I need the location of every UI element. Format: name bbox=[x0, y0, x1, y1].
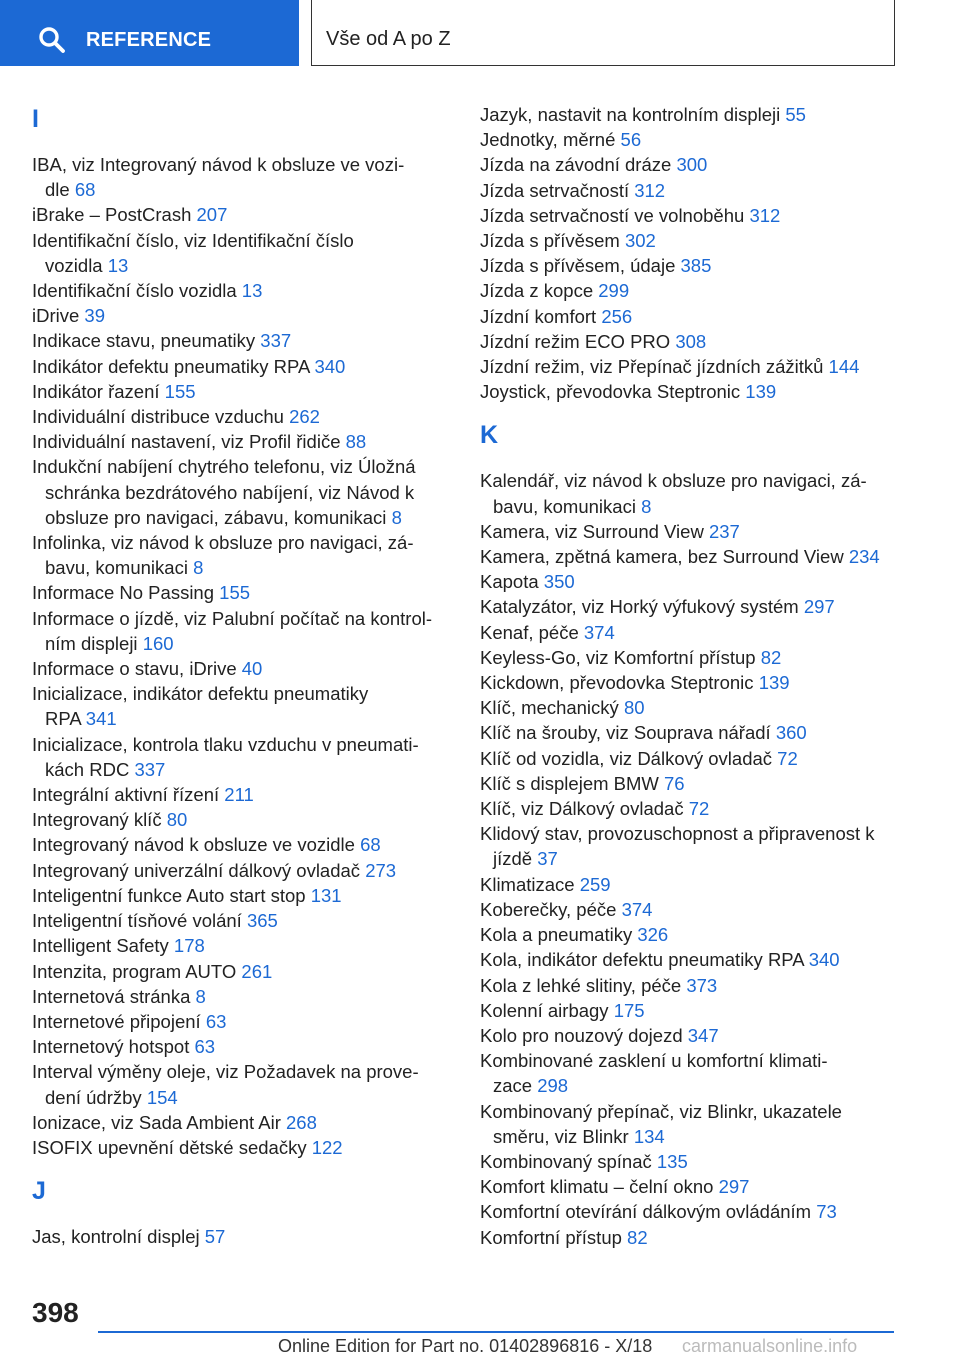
index-entry bbox=[480, 771, 900, 796]
entry-text: Komfortní otevírání dálkovým ovládáním bbox=[480, 1201, 812, 1223]
index-entry bbox=[480, 1048, 900, 1098]
page-link[interactable]: 63 bbox=[205, 1010, 227, 1032]
page-link[interactable]: 154 bbox=[146, 1086, 178, 1108]
entry-text: Jízda setrvačností bbox=[480, 179, 630, 201]
index-entry bbox=[32, 303, 442, 328]
entry-text: Katalyzátor, viz Horký výfukový systém bbox=[480, 596, 799, 618]
page-link[interactable]: 68 bbox=[74, 179, 96, 201]
page-link[interactable]: 40 bbox=[241, 658, 263, 680]
index-entry bbox=[480, 746, 900, 771]
page-link[interactable]: 312 bbox=[749, 204, 781, 226]
index-column-left bbox=[32, 102, 442, 1249]
page-link[interactable]: 72 bbox=[688, 798, 710, 820]
page-link[interactable]: 312 bbox=[634, 179, 666, 201]
page-link[interactable]: 122 bbox=[311, 1136, 343, 1158]
index-entry bbox=[32, 580, 442, 605]
entry-text: Kolenní airbagy bbox=[480, 999, 609, 1021]
page-link[interactable]: 374 bbox=[583, 621, 615, 643]
page-link[interactable]: 8 bbox=[391, 506, 402, 528]
index-entry bbox=[480, 1225, 900, 1250]
entry-text: Kalendář, viz návod k obsluze pro navigaci, zá- bbox=[480, 470, 867, 492]
page-link[interactable]: 347 bbox=[687, 1024, 719, 1046]
entry-text: Integrovaný klíč bbox=[32, 809, 162, 831]
page-link[interactable]: 340 bbox=[808, 949, 840, 971]
page-link[interactable]: 234 bbox=[848, 546, 880, 568]
index-entry bbox=[480, 278, 900, 303]
entry-text: Kola z lehké slitiny, péče bbox=[480, 974, 682, 996]
index-entry bbox=[480, 973, 900, 998]
index-entry bbox=[32, 1059, 442, 1109]
page-link[interactable]: 88 bbox=[345, 431, 367, 453]
page-link[interactable]: 63 bbox=[194, 1036, 216, 1058]
index-entry bbox=[480, 304, 900, 329]
index-entry bbox=[32, 354, 442, 379]
index-entry bbox=[480, 720, 900, 745]
page-link[interactable]: 273 bbox=[365, 859, 397, 881]
page-link[interactable]: 82 bbox=[627, 1226, 648, 1248]
search-icon bbox=[38, 26, 66, 54]
index-entry bbox=[480, 620, 900, 645]
index-entry bbox=[32, 379, 442, 404]
footer-divider bbox=[98, 1331, 894, 1333]
index-entry bbox=[480, 947, 900, 972]
section-letter: I bbox=[32, 105, 39, 133]
entry-text: Jízda na závodní dráze bbox=[480, 154, 672, 176]
page-link[interactable]: 360 bbox=[775, 722, 807, 744]
index-entry bbox=[480, 519, 900, 544]
index-entry bbox=[32, 1224, 442, 1249]
page-link[interactable]: 302 bbox=[624, 230, 656, 252]
entry-text: Klidový stav, provozuschopnost a připravenost k bbox=[480, 823, 875, 845]
index-entry bbox=[480, 594, 900, 619]
entry-text: ním displeji bbox=[45, 632, 138, 654]
section-title-box bbox=[311, 0, 895, 66]
entry-text: Informace o stavu, iDrive bbox=[32, 658, 237, 680]
index-entry bbox=[32, 656, 442, 681]
page-link[interactable]: 160 bbox=[142, 632, 174, 654]
page-link[interactable]: 13 bbox=[107, 254, 129, 276]
entry-text: schránka bezdrátového nabíjení, viz Návod k bbox=[45, 481, 415, 503]
entry-text: Jízda s přívěsem bbox=[480, 230, 620, 252]
index-entry bbox=[32, 858, 442, 883]
page-link[interactable]: 340 bbox=[314, 355, 346, 377]
entry-text: Individuální distribuce vzduchu bbox=[32, 406, 284, 428]
index-entry bbox=[32, 454, 442, 530]
index-entry bbox=[480, 821, 900, 871]
index-entry bbox=[480, 253, 900, 278]
index-entry bbox=[480, 695, 900, 720]
index-entry bbox=[32, 732, 442, 782]
page-link[interactable]: 298 bbox=[537, 1075, 569, 1097]
page-link[interactable]: 135 bbox=[656, 1150, 688, 1172]
page-link[interactable]: 297 bbox=[718, 1176, 750, 1198]
entry-text: Klíč, viz Dálkový ovladač bbox=[480, 798, 684, 820]
entry-text: Identifikační číslo vozidla bbox=[32, 280, 237, 302]
page-link[interactable]: 80 bbox=[166, 809, 188, 831]
entry-text: Kombinovaný přepínač, viz Blinkr, ukazatele bbox=[480, 1100, 842, 1122]
entry-text: Klíč, mechanický bbox=[480, 697, 619, 719]
page-link[interactable]: 134 bbox=[633, 1125, 665, 1147]
index-entry bbox=[480, 468, 900, 518]
page-link[interactable]: 262 bbox=[289, 406, 320, 428]
index-entry bbox=[32, 782, 442, 807]
entry-text: RPA bbox=[45, 708, 81, 730]
index-entry bbox=[480, 645, 900, 670]
index-column-right bbox=[480, 102, 900, 1250]
index-entry bbox=[32, 984, 442, 1009]
page-link[interactable]: 385 bbox=[680, 255, 712, 277]
entry-text: Jas, kontrolní displej bbox=[32, 1226, 200, 1248]
index-entry bbox=[480, 354, 900, 379]
page-link[interactable]: 13 bbox=[241, 280, 263, 302]
page-header bbox=[0, 0, 960, 68]
index-entry bbox=[480, 379, 900, 404]
page-link[interactable]: 39 bbox=[84, 305, 105, 327]
entry-text: Internetový hotspot bbox=[32, 1036, 190, 1058]
entry-text: Klíč od vozidla, viz Dálkový ovladač bbox=[480, 747, 773, 769]
entry-text: dení údržby bbox=[45, 1086, 142, 1108]
entry-text: iDrive bbox=[32, 305, 80, 327]
entry-text: Klimatizace bbox=[480, 873, 575, 895]
entry-text: Internetová stránka bbox=[32, 985, 191, 1007]
entry-text: kách RDC bbox=[45, 758, 130, 780]
entry-text: Jízda setrvačností ve volnoběhu bbox=[480, 204, 745, 226]
section-letter: K bbox=[480, 421, 499, 450]
page-link[interactable]: 57 bbox=[204, 1226, 226, 1248]
entry-text: Komfortní přístup bbox=[480, 1226, 622, 1248]
reference-tab-label: REFERENCE bbox=[86, 29, 212, 51]
index-entry bbox=[480, 872, 900, 897]
entry-text: Kickdown, převodovka Steptronic bbox=[480, 672, 754, 694]
index-entry bbox=[32, 278, 442, 303]
page-link[interactable]: 139 bbox=[758, 672, 790, 694]
index-entry bbox=[480, 922, 900, 947]
page-link[interactable]: 259 bbox=[579, 873, 611, 895]
index-entry bbox=[480, 569, 900, 594]
index-entry bbox=[480, 998, 900, 1023]
page-link[interactable]: 373 bbox=[686, 974, 718, 996]
entry-text: Infolinka, viz návod k obsluze pro navigaci, zá- bbox=[32, 532, 414, 554]
index-entry bbox=[480, 670, 900, 695]
page-link[interactable]: 76 bbox=[664, 772, 685, 794]
index-entry bbox=[32, 959, 442, 984]
entry-text: Interval výměny oleje, viz Požadavek na prove- bbox=[32, 1061, 419, 1083]
entry-text: Koberečky, péče bbox=[480, 898, 617, 920]
entry-text: Inteligentní funkce Auto start stop bbox=[32, 884, 306, 906]
index-entry bbox=[32, 530, 442, 580]
index-entry bbox=[480, 127, 900, 152]
page-link[interactable]: 365 bbox=[246, 910, 278, 932]
entry-text: Integrovaný návod k obsluze ve vozidle bbox=[32, 834, 355, 856]
index-entry bbox=[480, 178, 900, 203]
page-link[interactable]: 337 bbox=[134, 758, 166, 780]
entry-text: Indikátor defektu pneumatiky RPA bbox=[32, 355, 310, 377]
index-entry bbox=[480, 329, 900, 354]
entry-text: Joystick, převodovka Steptronic bbox=[480, 381, 741, 403]
index-entry bbox=[480, 1174, 900, 1199]
index-entry bbox=[32, 429, 442, 454]
index-entry bbox=[32, 1034, 442, 1059]
page-link[interactable]: 207 bbox=[196, 204, 228, 226]
entry-text: Informace No Passing bbox=[32, 582, 215, 604]
entry-text: Intelligent Safety bbox=[32, 935, 169, 957]
index-entry bbox=[480, 897, 900, 922]
page-link[interactable]: 337 bbox=[260, 330, 292, 352]
entry-text: Individuální nastavení, viz Profil řidiče bbox=[32, 431, 341, 453]
index-entry bbox=[480, 1023, 900, 1048]
entry-text: Kenaf, péče bbox=[480, 621, 579, 643]
index-entry bbox=[32, 152, 442, 202]
page-link[interactable]: 80 bbox=[623, 697, 645, 719]
index-entry bbox=[32, 883, 442, 908]
index-entry bbox=[32, 908, 442, 933]
entry-text: Klíč s displejem BMW bbox=[480, 772, 659, 794]
entry-text: Keyless-Go, viz Komfortní přístup bbox=[480, 646, 756, 668]
index-entry bbox=[32, 606, 442, 656]
entry-text: Informace o jízdě, viz Palubní počítač na kontrol- bbox=[32, 607, 433, 629]
entry-text: Indikátor řazení bbox=[32, 380, 160, 402]
page-link[interactable]: 37 bbox=[537, 848, 558, 870]
page-link[interactable]: 56 bbox=[620, 129, 642, 151]
entry-text: ISOFIX upevnění dětské sedačky bbox=[32, 1136, 307, 1158]
entry-text: Komfort klimatu – čelní okno bbox=[480, 1176, 714, 1198]
entry-text: Kombinované zasklení u komfortní klimati- bbox=[480, 1050, 828, 1072]
page-link[interactable]: 211 bbox=[224, 784, 254, 806]
index-entry bbox=[32, 404, 442, 429]
entry-text: Internetové připojení bbox=[32, 1010, 201, 1032]
page-link[interactable]: 8 bbox=[641, 495, 652, 517]
entry-text: Indukční nabíjení chytrého telefonu, viz Úložná bbox=[32, 456, 416, 478]
entry-text: Integrální aktivní řízení bbox=[32, 784, 220, 806]
page-link[interactable]: 175 bbox=[613, 999, 645, 1021]
entry-text: Jízdní režim, viz Přepínač jízdních zážitků bbox=[480, 356, 824, 378]
index-entry bbox=[32, 1009, 442, 1034]
page-link[interactable]: 68 bbox=[360, 834, 381, 856]
entry-text: dle bbox=[45, 179, 70, 201]
index-entry bbox=[32, 328, 442, 353]
entry-text: Kola a pneumatiky bbox=[480, 924, 633, 946]
entry-text: bavu, komunikaci bbox=[45, 557, 188, 579]
entry-text: Kola, indikátor defektu pneumatiky RPA bbox=[480, 949, 804, 971]
page-link[interactable]: 82 bbox=[760, 646, 782, 668]
entry-text: Inicializace, kontrola tlaku vzduchu v pneumati- bbox=[32, 733, 419, 755]
entry-text: Kamera, viz Surround View bbox=[480, 520, 704, 542]
section-title: Vše od A po Z bbox=[326, 28, 451, 50]
entry-text: Jednotky, měrné bbox=[480, 129, 616, 151]
page-link[interactable]: 374 bbox=[621, 898, 653, 920]
entry-text: vozidla bbox=[45, 254, 103, 276]
entry-text: Kamera, zpětná kamera, bez Surround View bbox=[480, 546, 844, 568]
index-entry bbox=[32, 933, 442, 958]
page-link[interactable]: 237 bbox=[708, 520, 740, 542]
index-entry bbox=[32, 832, 442, 857]
page-link[interactable]: 300 bbox=[676, 154, 708, 176]
section-letter: J bbox=[32, 1177, 46, 1206]
entry-text: Indikace stavu, pneumatiky bbox=[32, 330, 256, 352]
page-link[interactable]: 155 bbox=[219, 582, 251, 604]
entry-text: Jazyk, nastavit na kontrolním displeji bbox=[480, 104, 781, 125]
page-link[interactable]: 297 bbox=[803, 596, 835, 618]
entry-text: iBrake – PostCrash bbox=[32, 204, 192, 226]
page-link[interactable]: 8 bbox=[195, 985, 206, 1007]
page-number: 398 bbox=[32, 1297, 79, 1328]
page-link[interactable]: 268 bbox=[286, 1111, 317, 1133]
page-link[interactable]: 55 bbox=[785, 104, 806, 125]
entry-text: obsluze pro navigaci, zábavu, komunikaci bbox=[45, 506, 387, 528]
index-entry bbox=[32, 681, 442, 731]
index-entry bbox=[32, 228, 442, 278]
index-entry bbox=[480, 796, 900, 821]
page-link[interactable]: 350 bbox=[543, 571, 575, 593]
page-link[interactable]: 144 bbox=[828, 356, 860, 378]
entry-text: Kombinovaný spínač bbox=[480, 1150, 652, 1172]
entry-text: Jízda z kopce bbox=[480, 280, 594, 302]
page-link[interactable]: 299 bbox=[598, 280, 630, 302]
edition-text: Online Edition for Part no. 01402896816 - X/18 bbox=[278, 1336, 653, 1356]
entry-text: Klíč na šrouby, viz Souprava nářadí bbox=[480, 722, 771, 744]
entry-text: Jízdní komfort bbox=[480, 305, 597, 327]
entry-text: směru, viz Blinkr bbox=[493, 1125, 629, 1147]
entry-text: jízdě bbox=[493, 848, 533, 870]
index-entry bbox=[480, 1099, 900, 1149]
page-link[interactable]: 178 bbox=[173, 935, 205, 957]
page-link[interactable]: 72 bbox=[777, 747, 798, 769]
entry-text: Ionizace, viz Sada Ambient Air bbox=[32, 1111, 281, 1133]
entry-text: Identifikační číslo, viz Identifikační číslo bbox=[32, 229, 354, 251]
page-link[interactable]: 261 bbox=[241, 960, 273, 982]
page-link[interactable]: 73 bbox=[816, 1201, 837, 1223]
page-link[interactable]: 256 bbox=[601, 305, 633, 327]
index-entry bbox=[32, 807, 442, 832]
index-entry bbox=[480, 228, 900, 253]
index-entry bbox=[32, 1135, 442, 1160]
page-link[interactable]: 139 bbox=[745, 381, 777, 403]
reference-tab[interactable] bbox=[0, 0, 299, 66]
page-link[interactable]: 308 bbox=[675, 330, 707, 352]
entry-text: Jízdní režim ECO PRO bbox=[480, 330, 671, 352]
index-entry bbox=[480, 544, 900, 569]
page-link[interactable]: 8 bbox=[193, 557, 204, 579]
index-entry bbox=[480, 102, 900, 127]
index-entry bbox=[480, 1199, 900, 1224]
entry-text: Kapota bbox=[480, 571, 539, 593]
index-entry bbox=[480, 203, 900, 228]
entry-text: Kolo pro nouzový dojezd bbox=[480, 1024, 683, 1046]
page-link[interactable]: 155 bbox=[164, 380, 196, 402]
index-entry bbox=[32, 1110, 442, 1135]
watermark: carmanualsonline.info bbox=[682, 1336, 858, 1356]
entry-text: Inteligentní tísňové volání bbox=[32, 910, 242, 932]
entry-text: Intenzita, program AUTO bbox=[32, 960, 237, 982]
entry-text: bavu, komunikaci bbox=[493, 495, 636, 517]
entry-text: Jízda s přívěsem, údaje bbox=[480, 255, 676, 277]
entry-text: IBA, viz Integrovaný návod k obsluze ve vozi- bbox=[32, 154, 405, 175]
page-link[interactable]: 341 bbox=[85, 708, 117, 730]
index-entry bbox=[480, 152, 900, 177]
entry-text: zace bbox=[493, 1075, 533, 1097]
entry-text: Integrovaný univerzální dálkový ovladač bbox=[32, 859, 361, 881]
entry-text: Inicializace, indikátor defektu pneumatiky bbox=[32, 683, 369, 705]
page-link[interactable]: 131 bbox=[310, 884, 342, 906]
index-entry bbox=[32, 202, 442, 227]
page-link[interactable]: 326 bbox=[637, 924, 669, 946]
index-entry bbox=[480, 1149, 900, 1174]
